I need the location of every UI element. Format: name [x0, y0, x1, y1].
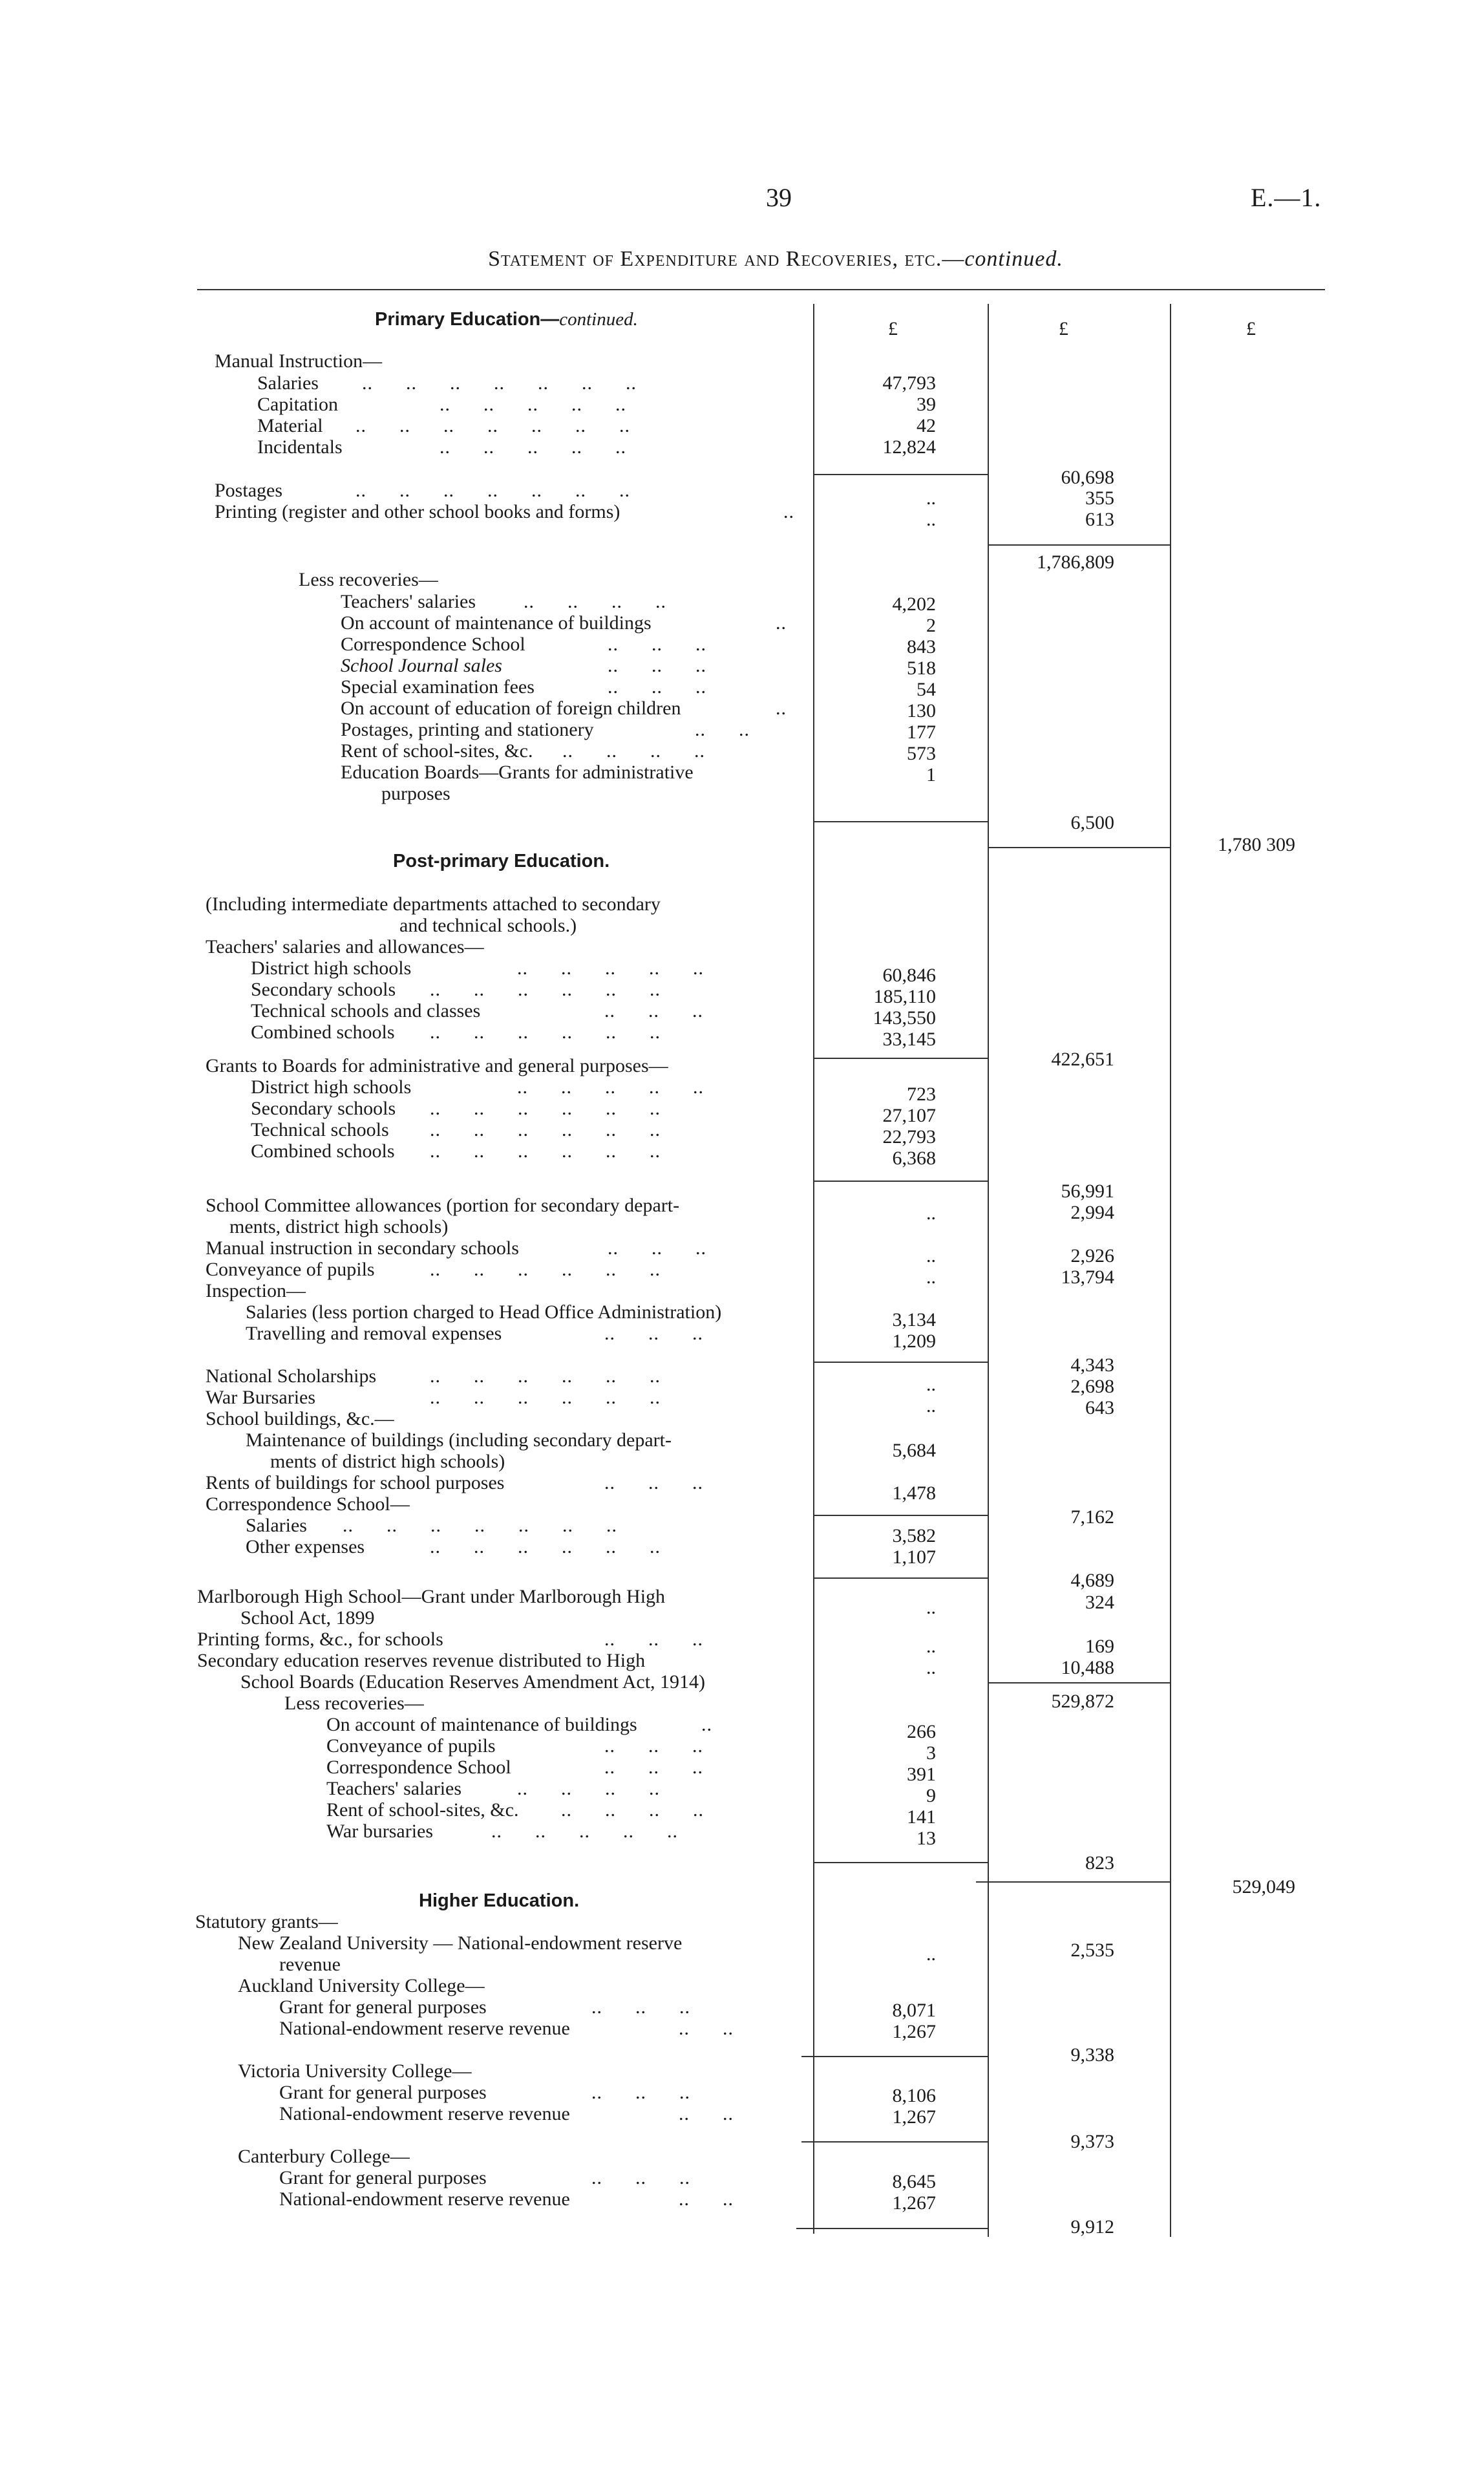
correspondence-label: Correspondence School— [206, 1493, 410, 1515]
conveyance-c2: 13,794 [1061, 1267, 1114, 1288]
nzu-label: New Zealand University — National-endowment reserve [238, 1932, 683, 1954]
salary-item-value: 143,550 [873, 1007, 936, 1029]
manual-item-label: Salaries [257, 372, 319, 394]
college-name: Auckland University College— [238, 1975, 485, 1996]
leader-dots: .. .. .. .. .. .. [430, 1140, 661, 1162]
grant-item-value: 22,793 [882, 1126, 936, 1148]
sum-rule [813, 1181, 988, 1182]
leader-dots: .. .. .. [608, 634, 706, 655]
pp-recovery-value: 141 [907, 1806, 936, 1828]
leader-dots: .. .. .. .. .. .. .. [355, 415, 630, 436]
college-endow-label: National-endowment reserve revenue [279, 2188, 570, 2210]
manual-item-label: Incidentals [257, 436, 343, 458]
page-number: 39 [766, 183, 792, 212]
college-total: 9,338 [1070, 2044, 1114, 2066]
salary-item-label: Technical schools and classes [251, 1000, 481, 1021]
recovery-label: Teachers' salaries [341, 591, 476, 612]
grant-item-value: 27,107 [882, 1105, 936, 1126]
leader-dots: .. .. .. .. .. .. [430, 1259, 661, 1280]
manual-item-value: 42 [917, 415, 936, 436]
recovery-label-cont: purposes [381, 783, 450, 804]
leader-dots: .. .. .. .. .. [517, 1076, 704, 1098]
maintenance-value: 5,684 [892, 1440, 936, 1461]
manual-item-label: Material [257, 415, 323, 436]
primary-recoveries-total: 6,500 [1070, 812, 1114, 833]
manual-secondary-c2: 2,926 [1070, 1245, 1114, 1267]
maintenance-label-cont: ments of district high schools) [270, 1451, 505, 1472]
leader-dots: .. .. .. [604, 1323, 703, 1344]
college-endow-label: National-endowment reserve revenue [279, 2103, 570, 2124]
pp-recovery-label: Correspondence School [326, 1757, 511, 1778]
pp-recovery-value: 266 [907, 1721, 936, 1742]
conveyance-label: Conveyance of pupils [206, 1259, 375, 1280]
leader-dots: .. .. .. [604, 1735, 703, 1757]
pp-recoveries-total: 823 [1085, 1852, 1114, 1874]
recovery-value: 177 [907, 721, 936, 743]
leader-dots: .. .. .. .. [562, 740, 705, 762]
college-general-label: Grant for general purposes [279, 1996, 487, 2018]
primary-heading-cont: continued. [559, 309, 638, 330]
college-total: 9,373 [1070, 2131, 1114, 2152]
college-general-label: Grant for general purposes [279, 2082, 487, 2103]
recovery-value: 130 [907, 700, 936, 721]
maintenance-label: Maintenance of buildings (including secondary depart- [246, 1429, 672, 1451]
leader-dots: .. .. .. [608, 1237, 706, 1259]
leader-dots: .. .. .. .. .. .. [430, 1387, 661, 1408]
leader-dots: .. .. .. .. .. .. .. [362, 372, 637, 394]
leader-dots: .. .. .. [604, 1472, 703, 1493]
rents-label: Rents of buildings for school purposes [206, 1472, 505, 1493]
school-buildings-label: School buildings, &c.— [206, 1408, 394, 1429]
recovery-value: 1 [926, 764, 936, 786]
sum-rule [988, 1682, 1170, 1683]
leader-dots: .. .. .. .. .. .. .. [355, 480, 630, 501]
grant-item-label: Technical schools [251, 1119, 389, 1140]
leader-dots: .. .. .. [608, 655, 706, 676]
college-total: 9,912 [1070, 2216, 1114, 2238]
pp-recovery-value: 9 [926, 1785, 936, 1806]
salaries-total: 422,651 [1051, 1049, 1114, 1070]
leader-dots: .. .. .. .. .. [491, 1821, 678, 1842]
leader-dots: .. .. .. .. .. .. [430, 1536, 661, 1557]
leader-dots: .. .. .. .. .. .. .. [343, 1515, 617, 1536]
manual-item-value: 12,824 [882, 436, 936, 458]
inspection-total: 4,343 [1070, 1354, 1114, 1376]
section-heading-higher: Higher Education. [419, 1890, 580, 1911]
recovery-label: Special examination fees [341, 676, 535, 698]
sum-rule [813, 474, 988, 475]
column-divider-2 [988, 304, 989, 2237]
sum-rule [813, 1862, 988, 1863]
college-general-label: Grant for general purposes [279, 2167, 487, 2188]
section-heading-postprimary: Post-primary Education. [393, 851, 610, 871]
leader-dots: .. .. .. [604, 1000, 703, 1021]
committee-c1: .. [926, 1202, 936, 1224]
leader-dots: .. .. .. [608, 676, 706, 698]
grants-label: Grants to Boards for administrative and general purposes— [206, 1055, 668, 1076]
leader-dots: .. .. .. [604, 1757, 703, 1778]
recovery-value: 4,202 [892, 593, 936, 615]
postprimary-less-label: Less recoveries— [284, 1693, 424, 1714]
recovery-value: 54 [917, 679, 936, 700]
nzu-label-cont: revenue [279, 1954, 341, 1975]
grant-item-value: 6,368 [892, 1148, 936, 1169]
primary-less-label: Less recoveries— [299, 569, 438, 590]
leader-dots: .. .. .. .. [561, 1799, 704, 1821]
college-endow-value: 1,267 [892, 2021, 936, 2042]
teachers-salaries-label: Teachers' salaries and allowances— [206, 936, 484, 957]
primary-heading: Primary Education— [375, 309, 560, 330]
column-divider-1 [813, 304, 814, 2234]
sum-rule [796, 2228, 988, 2229]
manual-instruction-label: Manual Instruction— [215, 350, 383, 372]
primary-net-total: 1,780 309 [1218, 834, 1295, 855]
leader-dots: .. .. .. .. .. .. [430, 1098, 661, 1119]
salary-item-value: 33,145 [882, 1029, 936, 1050]
bursaries-c1: .. [926, 1395, 936, 1416]
pp-recovery-label: Teachers' salaries [326, 1778, 462, 1799]
corr-other-label: Other expenses [246, 1536, 365, 1557]
column-divider-3 [1170, 304, 1171, 2237]
manual-item-value: 39 [917, 394, 936, 415]
conveyance-c1: .. [926, 1267, 936, 1288]
currency-col1: £ [888, 318, 898, 339]
buildings-total: 7,162 [1070, 1506, 1114, 1528]
sum-rule [988, 847, 1170, 848]
grant-item-label: Combined schools [251, 1140, 395, 1162]
leader-dots: .. .. .. .. .. .. [430, 1365, 661, 1387]
postprimary-intro: (Including intermediate departments attached to secondary [206, 893, 661, 915]
recovery-value: 573 [907, 743, 936, 764]
recovery-value: 518 [907, 657, 936, 679]
recovery-value: 843 [907, 636, 936, 657]
inspection-salaries-label: Salaries (less portion charged to Head Office Administration) [246, 1301, 722, 1323]
salary-item-label: District high schools [251, 957, 412, 979]
page-title [0, 247, 1484, 272]
corr-other-value: 1,107 [892, 1546, 936, 1568]
sum-rule [813, 1577, 988, 1579]
marlborough-label-cont: School Act, 1899 [240, 1607, 375, 1629]
bursaries-c2: 643 [1085, 1397, 1114, 1418]
manual-item-label: Capitation [257, 394, 338, 415]
forms-label: Printing forms, &c., for schools [197, 1629, 443, 1650]
reserves-c1: .. [926, 1657, 936, 1678]
leader-dots: .. .. .. .. .. .. [430, 1119, 661, 1140]
sum-rule [813, 1362, 988, 1363]
scholarships-c2: 2,698 [1070, 1376, 1114, 1397]
leader-dots: .. [701, 1714, 712, 1735]
postages-c2: 355 [1085, 487, 1114, 509]
college-name: Victoria University College— [238, 2060, 472, 2082]
salary-item-label: Combined schools [251, 1021, 395, 1043]
manual-total: 60,698 [1061, 467, 1114, 488]
leader-dots: .. [783, 501, 794, 522]
leader-dots: .. .. .. [604, 1629, 703, 1650]
inspection-label: Inspection— [206, 1280, 306, 1301]
corr-salaries-label: Salaries [246, 1515, 307, 1536]
college-endow-value: 1,267 [892, 2106, 936, 2128]
inspection-travel-label: Travelling and removal expenses [246, 1323, 502, 1344]
grant-item-value: 723 [907, 1084, 936, 1105]
title-rule [197, 289, 1325, 290]
printing-c1: .. [926, 509, 936, 530]
reserves-label-cont: School Boards (Education Reserves Amendment Act, 1914) [240, 1671, 706, 1693]
college-endow-value: 1,267 [892, 2192, 936, 2214]
committee-label: School Committee allowances (portion for secondary depart- [206, 1195, 680, 1216]
recovery-value: 2 [926, 615, 936, 636]
recovery-label: School Journal sales [341, 655, 502, 676]
manual-item-value: 47,793 [882, 372, 936, 394]
leader-dots: .. [776, 698, 787, 719]
sum-rule [801, 2056, 988, 2057]
primary-gross-total: 1,786,809 [1037, 551, 1114, 573]
leader-dots: .. .. .. .. [524, 591, 666, 612]
currency-col3: £ [1246, 318, 1256, 339]
recovery-label: Correspondence School [341, 634, 525, 655]
scholarships-label: National Scholarships [206, 1365, 377, 1387]
printing-c2: 613 [1085, 509, 1114, 530]
title-continued: continued. [964, 247, 1063, 271]
salary-item-value: 60,846 [882, 965, 936, 986]
marlborough-c2: 324 [1085, 1592, 1114, 1613]
marlborough-label: Marlborough High School—Grant under Marlborough High [197, 1586, 666, 1607]
corr-total: 4,689 [1070, 1570, 1114, 1591]
committee-label-cont: ments, district high schools) [229, 1216, 449, 1237]
nzu-c2: 2,535 [1070, 1940, 1114, 1961]
leader-dots: .. .. .. .. .. .. [430, 979, 661, 1000]
manual-secondary-c1: .. [926, 1245, 936, 1267]
pp-recovery-value: 3 [926, 1742, 936, 1764]
committee-c2: 2,994 [1070, 1202, 1114, 1223]
pp-recovery-label: On account of maintenance of buildings [326, 1714, 637, 1735]
pp-recovery-label: Conveyance of pupils [326, 1735, 496, 1757]
sum-rule [813, 821, 988, 822]
grants-total: 56,991 [1061, 1181, 1114, 1202]
sum-rule [813, 1515, 988, 1516]
postprimary-intro-cont: and technical schools.) [399, 915, 577, 936]
section-heading-primary [375, 309, 638, 330]
postprimary-gross-total: 529,872 [1051, 1691, 1114, 1712]
leader-dots: .. .. .. .. .. [440, 394, 626, 415]
postprimary-net-total: 529,049 [1232, 1876, 1295, 1897]
forms-c2: 169 [1085, 1636, 1114, 1657]
nzu-c1: .. [926, 1943, 936, 1965]
inspection-salaries-value: 3,134 [892, 1309, 936, 1331]
title-main: Statement of Expenditure and Recoveries, etc.— [488, 247, 965, 271]
marlborough-c1: .. [926, 1597, 936, 1618]
bursaries-label: War Bursaries [206, 1387, 316, 1408]
salary-item-value: 185,110 [873, 986, 936, 1007]
postages-c1: .. [926, 487, 936, 509]
scholarships-c1: .. [926, 1374, 936, 1395]
pp-recovery-label: War bursaries [326, 1821, 434, 1842]
leader-dots: .. .. .. .. .. [440, 436, 626, 458]
sum-rule [976, 1881, 1170, 1883]
recovery-label: Rent of school-sites, &c. [341, 740, 533, 762]
leader-dots: .. .. [679, 2018, 734, 2039]
leader-dots: .. .. .. .. .. .. [430, 1021, 661, 1043]
reserves-c2: 10,488 [1061, 1657, 1114, 1678]
leader-dots: .. .. .. .. [517, 1778, 660, 1799]
sum-rule [988, 544, 1170, 546]
salary-item-label: Secondary schools [251, 979, 396, 1000]
leader-dots: .. .. .. [591, 2082, 690, 2103]
rents-value: 1,478 [892, 1482, 936, 1504]
forms-c1: .. [926, 1636, 936, 1657]
document-code: E.—1. [1251, 183, 1322, 212]
recovery-label: Education Boards—Grants for administrative [341, 762, 694, 783]
corr-salaries-value: 3,582 [892, 1525, 936, 1546]
reserves-label: Secondary education reserves revenue distributed to High [197, 1650, 646, 1671]
recovery-label: On account of maintenance of buildings [341, 612, 652, 634]
sum-rule [813, 1058, 988, 1059]
leader-dots: .. .. [695, 719, 750, 740]
pp-recovery-value: 13 [917, 1828, 936, 1849]
leader-dots: .. .. .. [591, 1996, 690, 2018]
college-name: Canterbury College— [238, 2146, 410, 2167]
postages-label: Postages [215, 480, 282, 501]
grant-item-label: Secondary schools [251, 1098, 396, 1119]
leader-dots: .. [776, 612, 787, 634]
college-general-value: 8,106 [892, 2085, 936, 2106]
leader-dots: .. .. .. [591, 2167, 690, 2188]
leader-dots: .. .. .. .. .. [517, 957, 704, 979]
grant-item-label: District high schools [251, 1076, 412, 1098]
college-endow-label: National-endowment reserve revenue [279, 2018, 570, 2039]
college-general-value: 8,071 [892, 2000, 936, 2021]
manual-secondary-label: Manual instruction in secondary schools [206, 1237, 519, 1259]
printing-label: Printing (register and other school books and forms) [215, 501, 620, 522]
pp-recovery-label: Rent of school-sites, &c. [326, 1799, 519, 1821]
recovery-label: On account of education of foreign children [341, 698, 681, 719]
leader-dots: .. .. [679, 2188, 734, 2210]
pp-recovery-value: 391 [907, 1764, 936, 1785]
recovery-label: Postages, printing and stationery [341, 719, 594, 740]
inspection-travel-value: 1,209 [892, 1331, 936, 1352]
college-general-value: 8,645 [892, 2171, 936, 2192]
currency-col2: £ [1059, 318, 1068, 339]
statutory-label: Statutory grants— [195, 1911, 338, 1932]
sum-rule [801, 2141, 988, 2143]
leader-dots: .. .. [679, 2103, 734, 2124]
